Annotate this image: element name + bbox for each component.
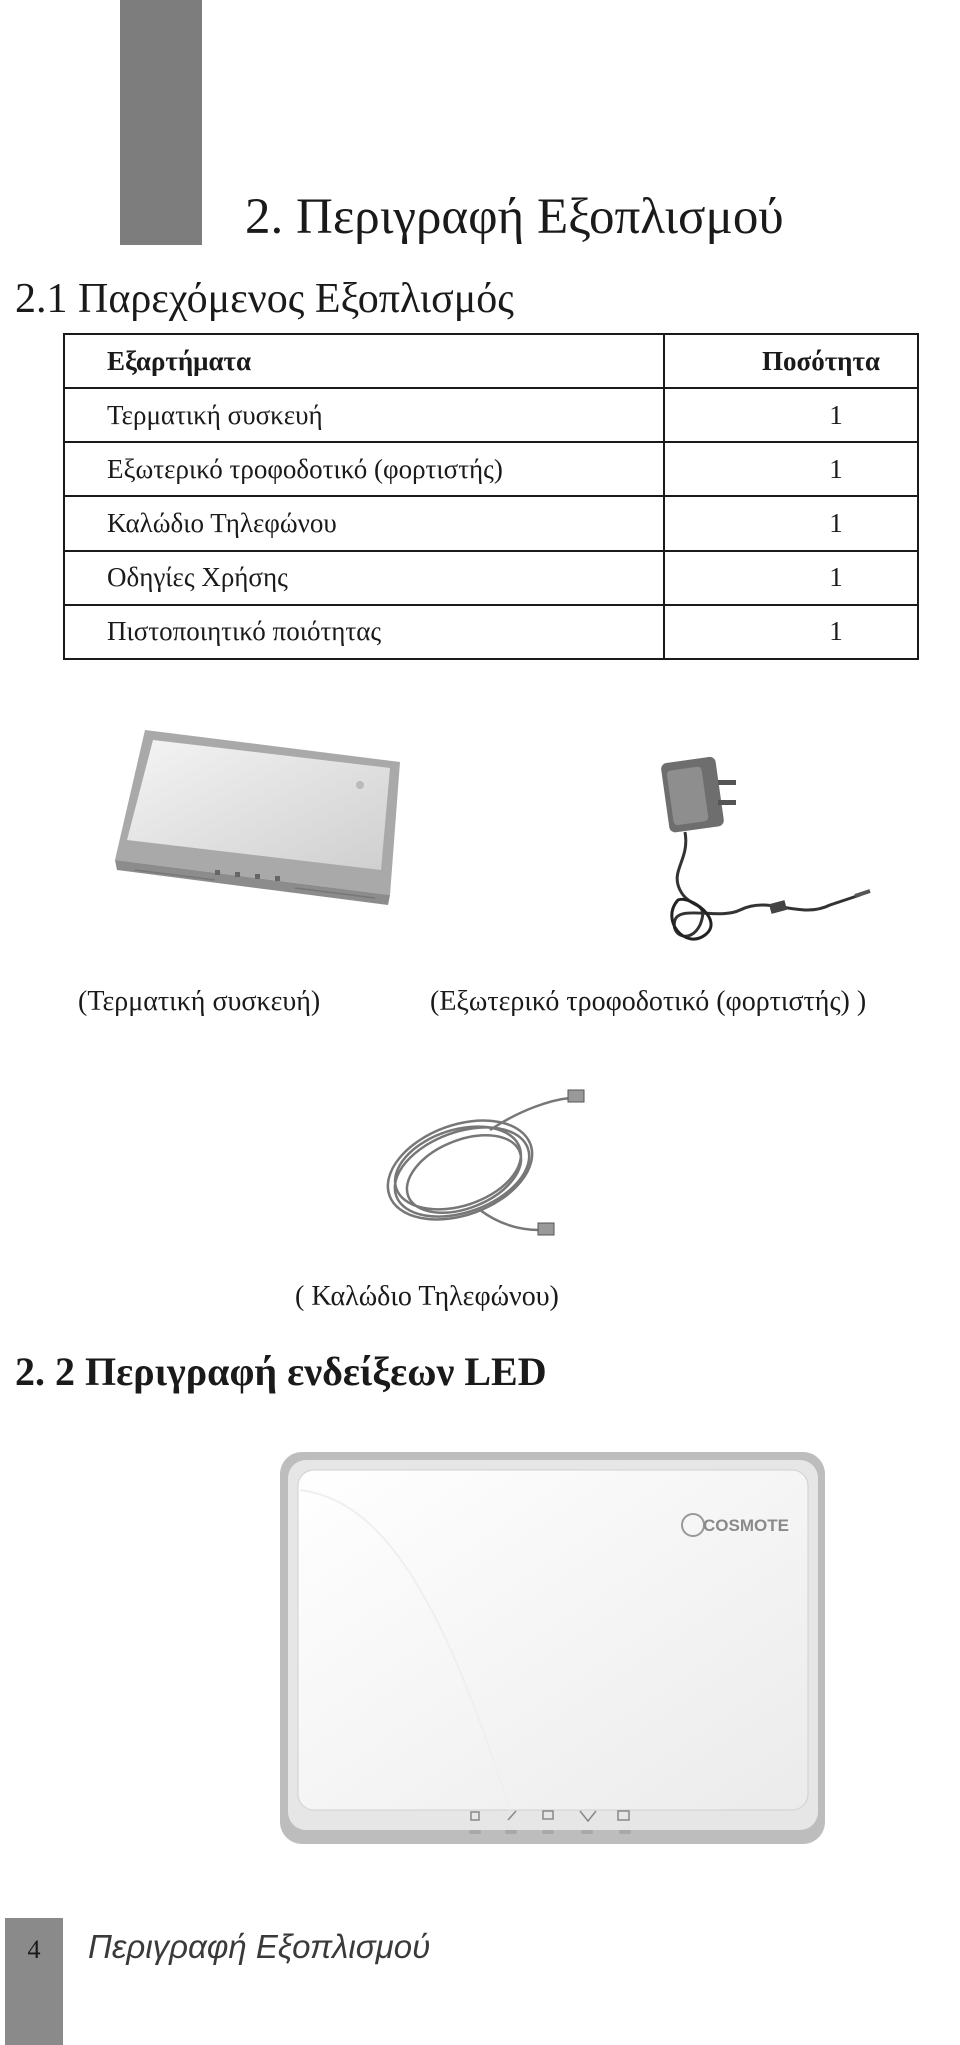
led-device-image (260, 1430, 845, 1870)
row-item: Τερματική συσκευή (64, 388, 664, 442)
table-row (64, 551, 918, 605)
header-components: Εξαρτήματα (64, 334, 664, 388)
row-qty: 1 (664, 605, 918, 659)
chapter-marker-bar (120, 0, 202, 245)
row-qty: 1 (664, 496, 918, 550)
row-item: Πιστοποιητικό ποιότητας (64, 605, 664, 659)
row-item: Οδηγίες Χρήσης (64, 551, 664, 605)
row-qty: 1 (664, 551, 918, 605)
caption-phone-cable: ( Καλώδιο Τηλεφώνου) (295, 1281, 559, 1312)
row-qty: 1 (664, 388, 918, 442)
cosmote-logo: COSMOTE (703, 1516, 789, 1535)
table-header-row (64, 334, 918, 388)
table-row (64, 605, 918, 659)
chapter-title: 2. Περιγραφή Εξοπλισμού (245, 189, 784, 245)
page-number: 4 (27, 1935, 41, 1964)
footer-title: Περιγραφή Εξοπλισμού (88, 1928, 431, 1965)
header-quantity: Ποσότητα (664, 334, 918, 388)
table-row (64, 442, 918, 496)
charger-image (630, 720, 880, 960)
section-title-equipment: 2.1 Παρεχόμενος Εξοπλισμός (15, 276, 514, 322)
table-row (64, 496, 918, 550)
phone-cable-image (370, 1060, 595, 1255)
row-item: Εξωτερικό τροφοδοτικό (φορτιστής) (64, 442, 664, 496)
table-row (64, 388, 918, 442)
section-title-led: 2. 2 Περιγραφή ενδείξεων LED (15, 1349, 547, 1394)
row-qty: 1 (664, 442, 918, 496)
caption-terminal-device: (Τερματική συσκευή) (78, 986, 321, 1017)
parts-table (63, 333, 919, 660)
row-item: Καλώδιο Τηλεφώνου (64, 496, 664, 550)
terminal-device-image (105, 720, 405, 910)
caption-charger: (Εξωτερικό τροφοδοτικό (φορτιστής) ) (430, 986, 867, 1017)
